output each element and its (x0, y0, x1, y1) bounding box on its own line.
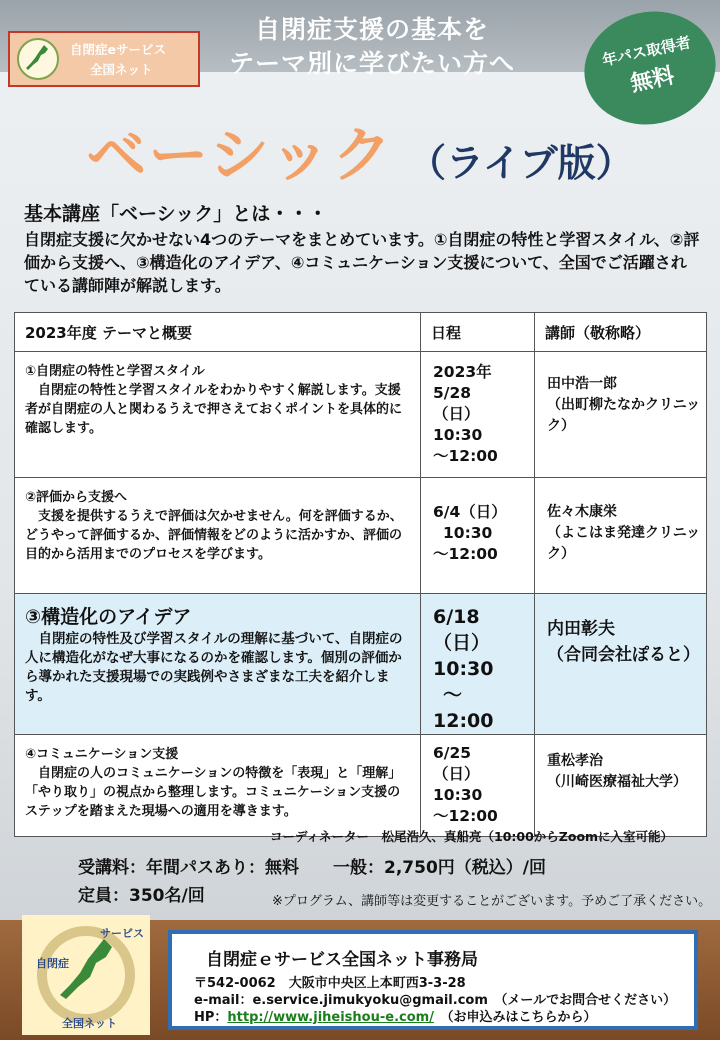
footer-logo (22, 915, 150, 1035)
lecturer-cell (535, 594, 707, 735)
page-title (0, 108, 720, 194)
headline-line1: 自閉症支援の基本を (254, 15, 489, 44)
lecturer-affiliation: （よこはま発達クリニック） (547, 525, 701, 562)
intro-heading: 基本講座「ベーシック」とは・・・ (24, 203, 328, 225)
lecturer-affiliation: （出町柳たなかクリニック） (547, 397, 701, 434)
date-line: 6/4（日） (433, 503, 507, 521)
date-line: （日） (433, 405, 480, 423)
date-line: 10:30 (433, 658, 494, 680)
lecturer-affiliation: （川崎医療福祉大学） (547, 774, 687, 790)
topic-cell (15, 594, 421, 735)
topic-title: ③構造化のアイデア (25, 606, 192, 628)
topic-desc: 自閉症の人のコミュニケーションの特徴を「表現」と「理解」「やり取り」の視点から整理します。コミュニケーション支援のステップを踏まえた現場への適用を導きます。 (25, 766, 402, 819)
topic-cell (15, 478, 421, 594)
headline-line2: テーマ別に学びたい方へ (228, 49, 515, 78)
topic-cell (15, 352, 421, 478)
contact-hp (194, 1006, 596, 1025)
schedule-table (14, 312, 707, 837)
title-sub: （ライブ版） (407, 141, 634, 185)
table-row (15, 352, 707, 478)
footer-logo-line1: 自閉症 (36, 957, 69, 970)
intro-body: 自閉症支援に欠かせない4つのテーマをまとめています。①自閉症の特性と学習スタイル、②評価から支援へ、③構造化のアイデア、④コミュニケーション支援について、全国でご活躍されている講師陣が解説します。 (24, 230, 700, 295)
badge-line2: 無料 (628, 63, 677, 98)
footer-logo-line2: サービス (100, 927, 144, 940)
date-line: ～12:00 (433, 545, 498, 563)
fee-info: 受講料：年間パスあり：無料 一般：2,750円（税込）/回 (78, 858, 546, 878)
contact-box (168, 930, 698, 1030)
date-line: ～ (443, 684, 463, 706)
lecturer-name: 田中浩一郎 (547, 376, 617, 392)
lecturer-cell (535, 478, 707, 594)
coordinator-note: コーディネーター 松尾浩久、真船亮（10:00からZoomに入室可能） (270, 829, 674, 844)
date-line: 6/25 (433, 744, 472, 762)
logo-line2: 全国ネット (90, 62, 153, 77)
topic-desc: 自閉症の特性及び学習スタイルの理解に基づいて、自閉症の人に構造化がなぜ大事になるのかを確認します。個別の評価から導かれた支援現場での実践例やさまざまな工夫を紹介します。 (25, 631, 403, 704)
lecturer-cell (535, 735, 707, 837)
date-cell (421, 352, 535, 478)
capacity-info: 定員：350名/回 (78, 886, 205, 906)
lecturer-name: 佐々木康栄 (547, 504, 617, 520)
date-line: 10:30 (443, 524, 493, 542)
contact-org: 自閉症ｅサービス全国ネット事務局 (206, 950, 478, 970)
hp-prefix: HP： (194, 1010, 228, 1025)
date-line: ～12:00 (433, 447, 498, 465)
change-notice: ※プログラム、講師等は変更することがございます。予めご了承ください。 (272, 894, 712, 909)
table-row (15, 735, 707, 837)
contact-email: e-mail：e.service.jimukyoku@gmail.com （メールでお問合せください） (194, 993, 677, 1008)
date-line: （日） (433, 765, 480, 783)
lecturer-cell (535, 352, 707, 478)
org-logo (8, 31, 200, 87)
lecturer-name: 内田彰夫 (547, 619, 615, 639)
date-line: ～12:00 (433, 807, 498, 825)
hp-suffix: （お申込みはこちらから） (433, 1010, 597, 1025)
topic-desc: 自閉症の特性と学習スタイルをわかりやすく解説します。支援者が自閉症の人と関わるうえで押さえておくポイントを具体的に確認します。 (25, 383, 403, 436)
date-line: 2023年 (433, 363, 492, 381)
date-line: （日） (433, 632, 491, 654)
date-line: 10:30 (433, 426, 483, 444)
lecturer-affiliation: （合同会社ぽると） (547, 645, 700, 665)
date-cell (421, 735, 535, 837)
topic-title: ②評価から支援へ (25, 490, 128, 505)
date-line: 12:00 (433, 710, 494, 732)
date-line: 6/18 (433, 606, 480, 628)
badge-line1: 年パス取得者 (600, 33, 693, 70)
hp-link[interactable]: http://www.jiheishou-e.com/ (227, 1010, 434, 1025)
table-row (15, 478, 707, 594)
table-row-highlighted (15, 594, 707, 735)
topic-title: ①自閉症の特性と学習スタイル (25, 364, 205, 379)
date-line: 10:30 (433, 786, 483, 804)
japan-map-icon (22, 915, 150, 1035)
logo-line1: 自閉症eサービス (70, 42, 166, 57)
footer-logo-line3: 全国ネット (62, 1017, 117, 1030)
lecturer-name: 重松孝治 (547, 753, 603, 769)
header-theme: 2023年度 テーマと概要 (15, 313, 421, 352)
header-lecturer: 講師（敬称略） (535, 313, 707, 352)
topic-desc: 支援を提供するうえで評価は欠かせません。何を評価するか、どうやって評価するか、評価情報をどのように活かすか、評価の目的から活用までのプロセスを学びます。 (25, 509, 403, 562)
date-cell (421, 478, 535, 594)
japan-map-icon (16, 37, 60, 81)
table-header-row (15, 313, 707, 352)
title-main: ベーシック (86, 121, 394, 191)
date-cell (421, 594, 535, 735)
topic-cell (15, 735, 421, 837)
topic-title: ④コミュニケーション支援 (25, 747, 179, 762)
header-date: 日程 (421, 313, 535, 352)
contact-address: 〒542-0062 大阪市中央区上本町西3-3-28 (194, 976, 466, 991)
date-line: 5/28 (433, 384, 472, 402)
